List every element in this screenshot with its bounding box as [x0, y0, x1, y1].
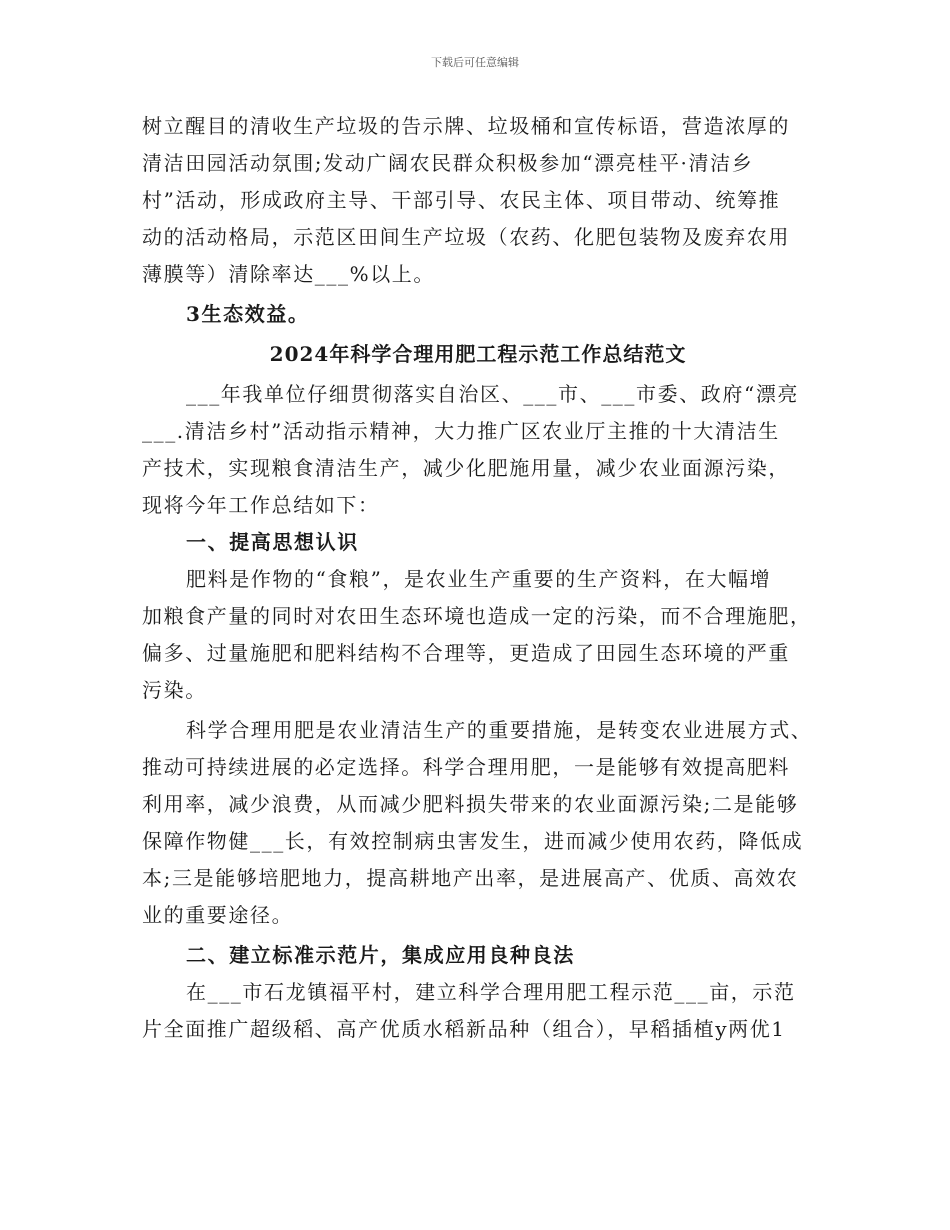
section-heading: 一、提高思想认识	[186, 530, 359, 554]
text-line: 现将今年工作总结如下：	[142, 493, 380, 517]
paragraph	[142, 974, 814, 1048]
text-line: 本;三是能够培肥地力，提高耕地产出率，是进展高产、优质、高效农	[142, 866, 799, 890]
text-line: 偏多、过量施肥和肥料结构不合理等，更造成了田园生态环境的严重	[142, 641, 790, 665]
text-line: ___.清洁乡村”活动指示精神，大力推广区农业厅主推的十大清洁生	[142, 419, 780, 443]
text-line: 科学合理用肥是农业清洁生产的重要措施，是转变农业进展方式、	[186, 718, 813, 742]
paragraph	[142, 108, 814, 293]
text-line: 加粮食产量的同时对农田生态环境也造成一定的污染，而不合理施肥，	[142, 604, 812, 628]
paragraph	[142, 712, 814, 934]
text-line: 肥料是作物的“食粮”，是农业生产重要的生产资料，在大幅增	[186, 567, 772, 591]
text-line: 保障作物健___长，有效控制病虫害发生，进而减少使用农药，降低成	[142, 829, 804, 853]
text-line: 村”活动，形成政府主导、干部引导、农民主体、项目带动、统筹推	[142, 188, 781, 212]
text-line: 推动可持续进展的必定选择。科学合理用肥，一是能够有效提高肥料	[142, 755, 790, 779]
section-heading: 3生态效益。	[186, 302, 310, 326]
text-line: 动的活动格局，示范区田间生产垃圾（农药、化肥包装物及废弃农用	[142, 225, 790, 249]
text-line: 产技术，实现粮食清洁生产，减少化肥施用量，减少农业面源污染，	[142, 456, 790, 480]
paragraph	[142, 561, 814, 709]
document-title: 2024年科学合理用肥工程示范工作总结范文	[269, 342, 687, 366]
text-line: 清洁田园活动氛围;发动广阔农民群众积极参加“漂亮桂平·清洁乡	[142, 151, 754, 175]
text-line: 薄膜等）清除率达___%以上。	[142, 262, 436, 286]
section-heading: 二、建立标准示范片，集成应用良种良法	[186, 943, 575, 967]
text-line: ___年我单位仔细贯彻落实自治区、___市、___市委、政府“漂亮	[186, 382, 800, 406]
text-line: 片全面推广超级稻、高产优质水稻新品种（组合），早稻插植y两优1	[142, 1017, 786, 1041]
paragraph	[142, 376, 814, 524]
text-line: 在___市石龙镇福平村，建立科学合理用肥工程示范___亩，示范	[186, 980, 796, 1004]
text-line: 污染。	[142, 678, 207, 702]
text-line: 利用率，减少浪费，从而减少肥料损失带来的农业面源污染;二是能够	[142, 792, 799, 816]
text-line: 业的重要途径。	[142, 903, 294, 927]
text-line: 树立醒目的清收生产垃圾的告示牌、垃圾桶和宣传标语，营造浓厚的	[142, 114, 790, 138]
page-header: 下载后可任意编辑	[431, 56, 519, 69]
document-body	[142, 108, 814, 1048]
